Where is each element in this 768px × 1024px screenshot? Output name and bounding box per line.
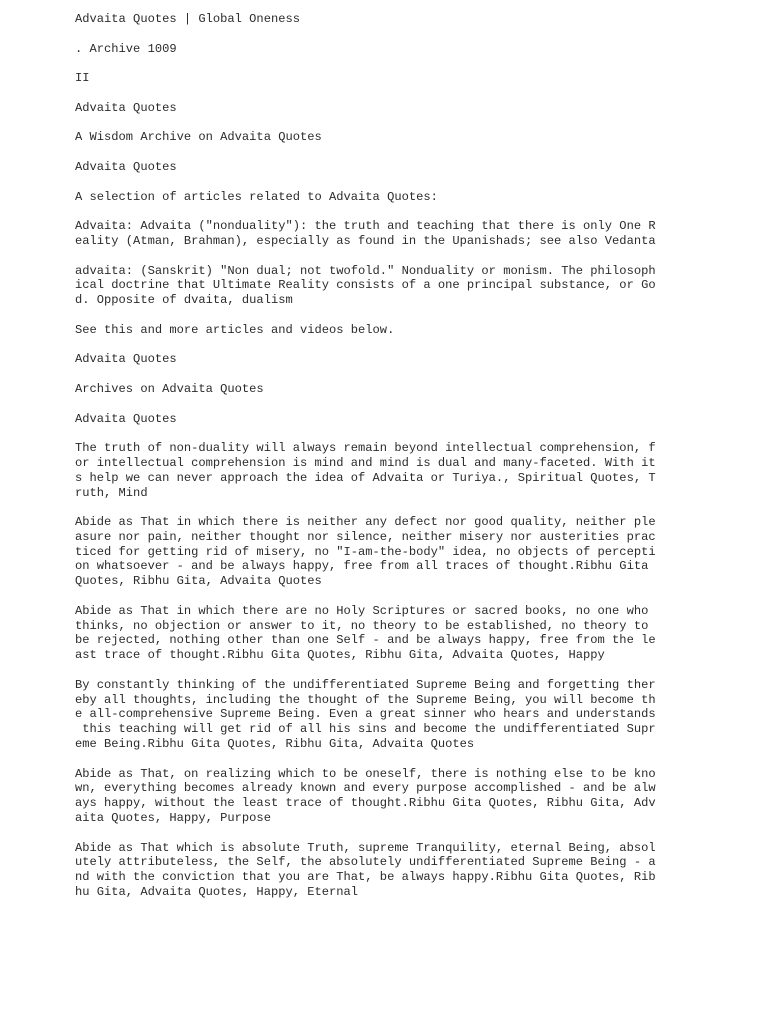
text-line: Advaita: Advaita ("nonduality"): the truth and teaching that there is only One R: [75, 219, 656, 234]
text-line: Advaita Quotes: [75, 411, 177, 426]
text-line: on whatsoever - and be always happy, free from all traces of thought.Ribhu Gita: [75, 559, 649, 574]
text-line: Quotes, Ribhu Gita, Advaita Quotes: [75, 574, 322, 589]
text-line: Abide as That, on realizing which to be oneself, there is nothing else to be kno: [75, 766, 656, 781]
text-line: d. Opposite of dvaita, dualism: [75, 293, 293, 308]
document-body: [75, 12, 679, 915]
text-line: utely attributeless, the Self, the absolutely undifferentiated Supreme Being - a: [75, 855, 656, 870]
text-line: Archives on Advaita Quotes: [75, 381, 264, 396]
text-line: e all-comprehensive Supreme Being. Even a great sinner who hears and understands: [75, 707, 656, 722]
quote-paragraph: [75, 767, 679, 826]
text-line: ical doctrine that Ultimate Reality consists of a one principal substance, or Go: [75, 278, 656, 293]
text-line: Advaita Quotes | Global Oneness: [75, 12, 300, 26]
definition-paragraph: [75, 264, 679, 308]
text-line: wn, everything becomes already known and every purpose accomplished - and be alw: [75, 781, 656, 796]
quote-paragraph: [75, 604, 679, 663]
heading: [75, 412, 679, 427]
section-marker: [75, 71, 679, 86]
text-line: Advaita Quotes: [75, 352, 177, 367]
heading: [75, 352, 679, 367]
intro-text: [75, 190, 679, 205]
text-line: hu Gita, Advaita Quotes, Happy, Eternal: [75, 885, 359, 900]
quote-paragraph: [75, 841, 679, 900]
text-line: II: [75, 71, 90, 86]
text-line: Abide as That in which there are no Holy Scriptures or sacred books, no one who: [75, 603, 649, 618]
text-line: this teaching will get rid of all his sins and become the undifferentiated Supr: [75, 722, 656, 737]
text-line: nd with the conviction that you are That, be always happy.Ribhu Gita Quotes, Rib: [75, 870, 656, 885]
text-line: A Wisdom Archive on Advaita Quotes: [75, 130, 322, 145]
text-line: ast trace of thought.Ribhu Gita Quotes, Ribhu Gita, Advaita Quotes, Happy: [75, 648, 605, 663]
heading: [75, 101, 679, 116]
text-line: or intellectual comprehension is mind and mind is dual and many-faceted. With it: [75, 455, 656, 470]
text-line: thinks, no objection or answer to it, no theory to be established, no theory to: [75, 618, 649, 633]
quote-paragraph: [75, 515, 679, 589]
text-line: See this and more articles and videos below.: [75, 322, 395, 337]
text-line: asure nor pain, neither thought nor silence, neither misery nor austerities prac: [75, 529, 656, 544]
text-line: be rejected, nothing other than one Self - and be always happy, free from the le: [75, 633, 656, 648]
definition-paragraph: [75, 219, 679, 249]
page-title: [75, 12, 679, 27]
see-more-text: [75, 323, 679, 338]
archives-heading: [75, 382, 679, 397]
text-line: eby all thoughts, including the thought of the Supreme Being, you will become th: [75, 692, 656, 707]
text-line: ticed for getting rid of misery, no "I-am-the-body" idea, no objects of percepti: [75, 544, 656, 559]
text-line: aita Quotes, Happy, Purpose: [75, 811, 271, 826]
text-line: s help we can never approach the idea of Advaita or Turiya., Spiritual Quotes, T: [75, 470, 656, 485]
text-line: Advaita Quotes: [75, 159, 177, 174]
archive-label: [75, 42, 679, 57]
text-line: Abide as That in which there is neither any defect nor good quality, neither ple: [75, 515, 656, 530]
text-line: . Archive 1009: [75, 41, 177, 56]
subheading: [75, 130, 679, 145]
text-line: advaita: (Sanskrit) "Non dual; not twofold." Nonduality or monism. The philosoph: [75, 263, 656, 278]
quote-paragraph: [75, 678, 679, 752]
text-line: eme Being.Ribhu Gita Quotes, Ribhu Gita, Advaita Quotes: [75, 737, 475, 752]
text-line: ays happy, without the least trace of thought.Ribhu Gita Quotes, Ribhu Gita, Adv: [75, 796, 656, 811]
text-line: By constantly thinking of the undifferentiated Supreme Being and forgetting ther: [75, 677, 656, 692]
text-line: Advaita Quotes: [75, 100, 177, 115]
quote-paragraph: [75, 441, 679, 500]
text-line: eality (Atman, Brahman), especially as found in the Upanishads; see also Vedanta: [75, 233, 656, 248]
text-line: A selection of articles related to Advaita Quotes:: [75, 189, 438, 204]
text-line: ruth, Mind: [75, 485, 148, 500]
text-line: The truth of non-duality will always remain beyond intellectual comprehension, f: [75, 441, 656, 456]
text-line: Abide as That which is absolute Truth, supreme Tranquility, eternal Being, absol: [75, 840, 656, 855]
heading: [75, 160, 679, 175]
